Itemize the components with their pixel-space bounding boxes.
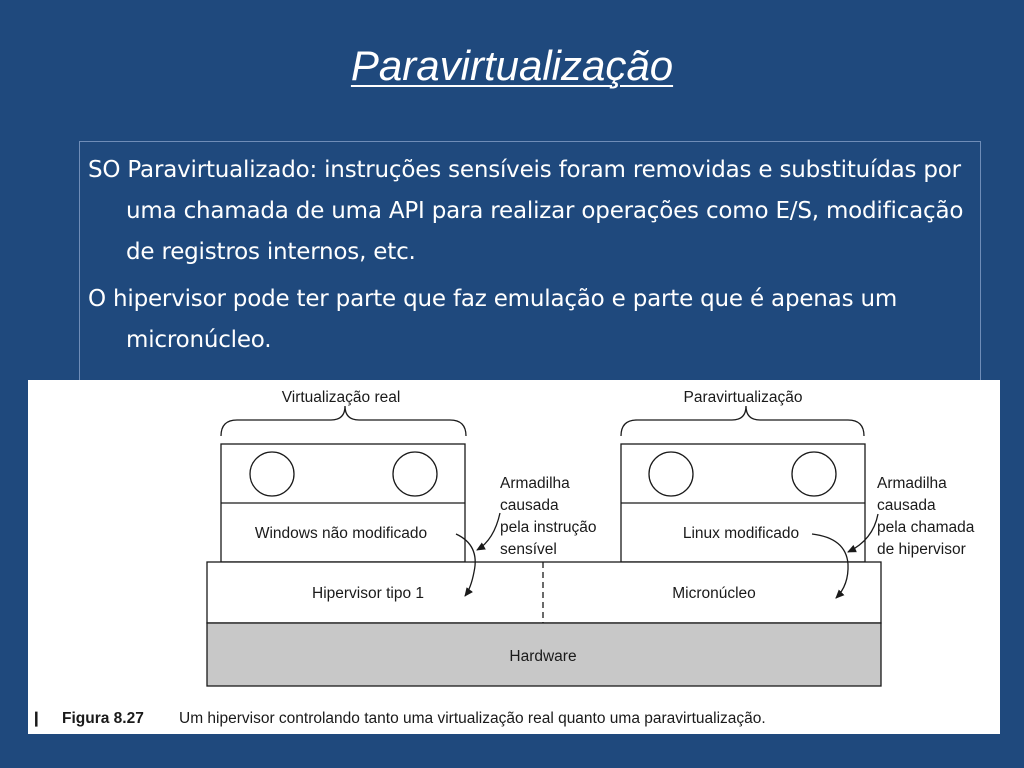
caption-marker: ❙ [30,710,43,727]
left-brace [221,406,466,436]
bullet-paravirtualized-os: SO Paravirtualizado: instruções sensíveis foram removidas e substituídas por uma chamada de uma API para realizar operações como E/S, modificação de registros internos, etc. [88,157,964,265]
process-circle-icon [649,452,693,496]
right-brace-label: Paravirtualização [683,389,803,406]
type1-hypervisor-label: Hipervisor tipo 1 [312,585,424,602]
annotation-pointer-arrow [477,513,500,550]
left-brace-label: Virtualização real [281,389,401,406]
microkernel-label: Micronúcleo [672,585,756,602]
right-brace [621,406,864,436]
trap-annotation-left: Armadilha causada pela instrução sensível [500,475,597,558]
process-circle-icon [250,452,294,496]
linux-os-label: Linux modificado [682,525,800,542]
trap-annotation-right: Armadilha causada pela chamada de hipervisor [877,475,975,558]
bullet-hypervisor: O hipervisor pode ter parte que faz emulação e parte que é apenas um micronúcleo. [88,286,898,353]
process-circle-icon [792,452,836,496]
figure-panel [28,380,1000,734]
process-circle-icon [393,452,437,496]
slide-title-text: Paravirtualização [350,42,674,89]
hardware-label: Hardware [509,648,577,665]
caption-label: Figura 8.27 [62,710,144,727]
bullet-text-box [79,141,981,381]
slide-title [0,38,1024,94]
caption-text: Um hipervisor controlando tanto uma virtualização real quanto uma paravirtualização. [179,710,766,727]
hypervisor-diagram [28,380,1000,734]
windows-os-label: Windows não modificado [254,525,428,542]
hypervisor-layer [207,562,881,623]
